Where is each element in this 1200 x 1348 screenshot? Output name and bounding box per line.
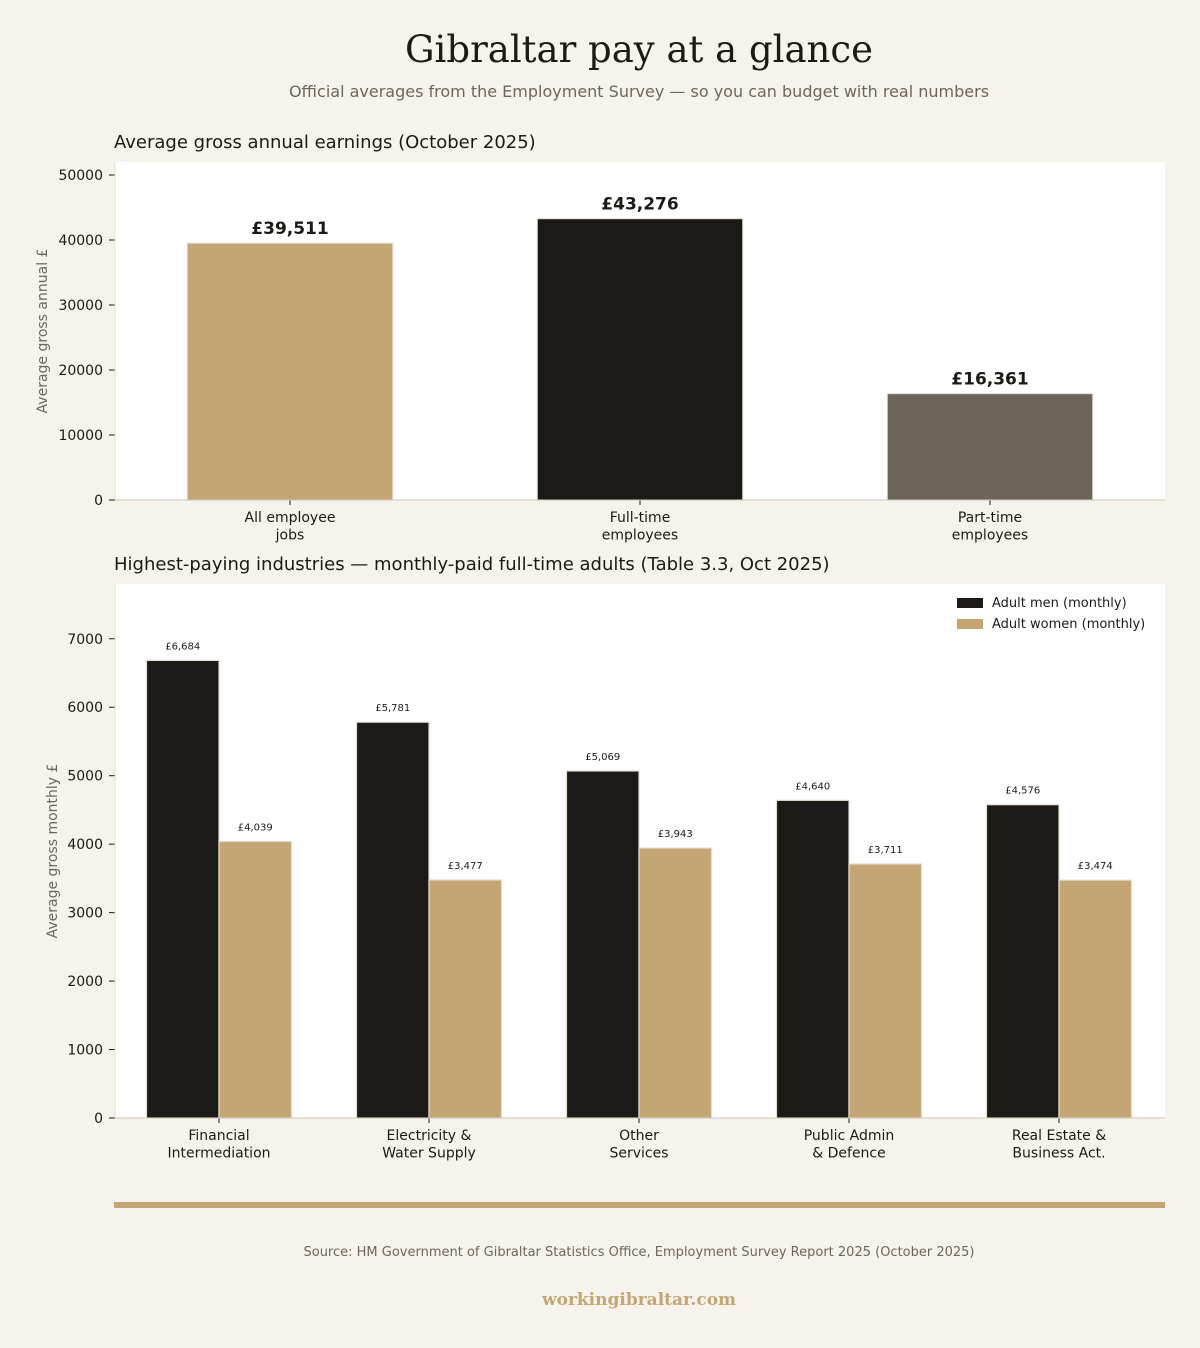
annual-value-label: £16,361	[951, 369, 1029, 390]
annual-y-tick-label: 50000	[58, 168, 103, 184]
industries-y-tick-label: 3000	[67, 905, 103, 922]
annual-y-tick-label: 10000	[58, 428, 103, 444]
women-bar	[1059, 880, 1132, 1118]
annual-y-tick-label: 40000	[58, 233, 103, 249]
annual-x-tick-label: Full-time employees	[601, 510, 679, 544]
annual-y-tick-label: 0	[94, 493, 103, 509]
industries-y-tick-label: 2000	[67, 974, 103, 991]
brand-link[interactable]: workingibraltar.com	[541, 1290, 737, 1310]
industries-chart-title: Highest-paying industries — monthly-paid full-time adults (Table 3.3, Oct 2025)	[114, 554, 830, 575]
annual-y-ticks	[58, 168, 115, 509]
industries-value-label: £4,039	[237, 822, 273, 834]
page-title: Gibraltar pay at a glance	[405, 28, 873, 71]
footer-divider	[114, 1202, 1165, 1208]
industries-y-tick-label: 6000	[67, 700, 103, 717]
industries-x-tick-label: Public Admin & Defence	[803, 1128, 895, 1162]
industries-value-label: £4,576	[1005, 785, 1041, 797]
legend-label-men: Adult men (monthly)	[992, 596, 1127, 611]
industries-value-label: £5,069	[585, 751, 621, 763]
annual-y-tick-label: 30000	[58, 298, 103, 314]
industries-value-label: £3,477	[447, 860, 483, 872]
annual-value-label: £39,511	[251, 219, 329, 240]
industries-y-axis-label: Average gross monthly £	[45, 763, 61, 939]
page-subtitle: Official averages from the Employment Survey — so you can budget with real numbers	[288, 82, 990, 101]
industries-y-tick-label: 0	[94, 1111, 103, 1127]
women-bar	[639, 848, 712, 1118]
women-bar	[429, 880, 502, 1118]
annual-bar	[187, 243, 392, 500]
industries-x-tick-label: Real Estate & Business Act.	[1011, 1128, 1107, 1162]
industries-y-tick-label: 4000	[67, 837, 103, 854]
men-bar	[987, 805, 1060, 1118]
annual-x-ticks	[245, 500, 1029, 544]
annual-bar	[887, 394, 1092, 500]
industries-y-ticks	[67, 632, 115, 1127]
annual-value-label: £43,276	[601, 194, 679, 215]
industries-y-tick-label: 1000	[67, 1042, 103, 1059]
annual-earnings-chart	[35, 132, 1165, 544]
industries-x-tick-label: Electricity & Water Supply	[382, 1128, 476, 1162]
annual-y-tick-label: 20000	[58, 363, 103, 379]
source-note: Source: HM Government of Gibraltar Statistics Office, Employment Survey Report 2025 (October 2025)	[303, 1245, 975, 1260]
industries-value-label: £6,684	[165, 641, 201, 653]
women-bar	[219, 841, 292, 1118]
industries-y-tick-label: 5000	[67, 768, 103, 785]
industries-value-label: £3,474	[1077, 861, 1113, 873]
industries-chart	[45, 554, 1165, 1162]
legend-swatch-men	[957, 598, 983, 608]
women-bar	[849, 864, 922, 1118]
men-bar	[357, 722, 430, 1118]
annual-y-axis-label: Average gross annual £	[35, 248, 51, 414]
legend-label-women: Adult women (monthly)	[992, 617, 1146, 632]
men-bar	[777, 800, 850, 1118]
industries-value-label: £3,943	[657, 829, 693, 841]
industries-value-label: £4,640	[795, 781, 831, 793]
industries-value-label: £3,711	[867, 844, 903, 856]
industries-x-tick-label: Other Services	[609, 1128, 669, 1162]
industries-x-ticks	[167, 1118, 1106, 1162]
legend-swatch-women	[957, 619, 983, 629]
men-bar	[567, 771, 640, 1118]
industries-x-tick-label: Financial Intermediation	[167, 1128, 271, 1162]
annual-bar	[537, 219, 742, 500]
annual-x-tick-label: All employee jobs	[244, 510, 336, 544]
men-bar	[147, 660, 220, 1118]
industries-value-label: £5,781	[375, 703, 411, 715]
annual-chart-title: Average gross annual earnings (October 2025)	[114, 132, 536, 153]
annual-x-tick-label: Part-time employees	[951, 510, 1029, 544]
industries-y-tick-label: 7000	[67, 631, 103, 648]
